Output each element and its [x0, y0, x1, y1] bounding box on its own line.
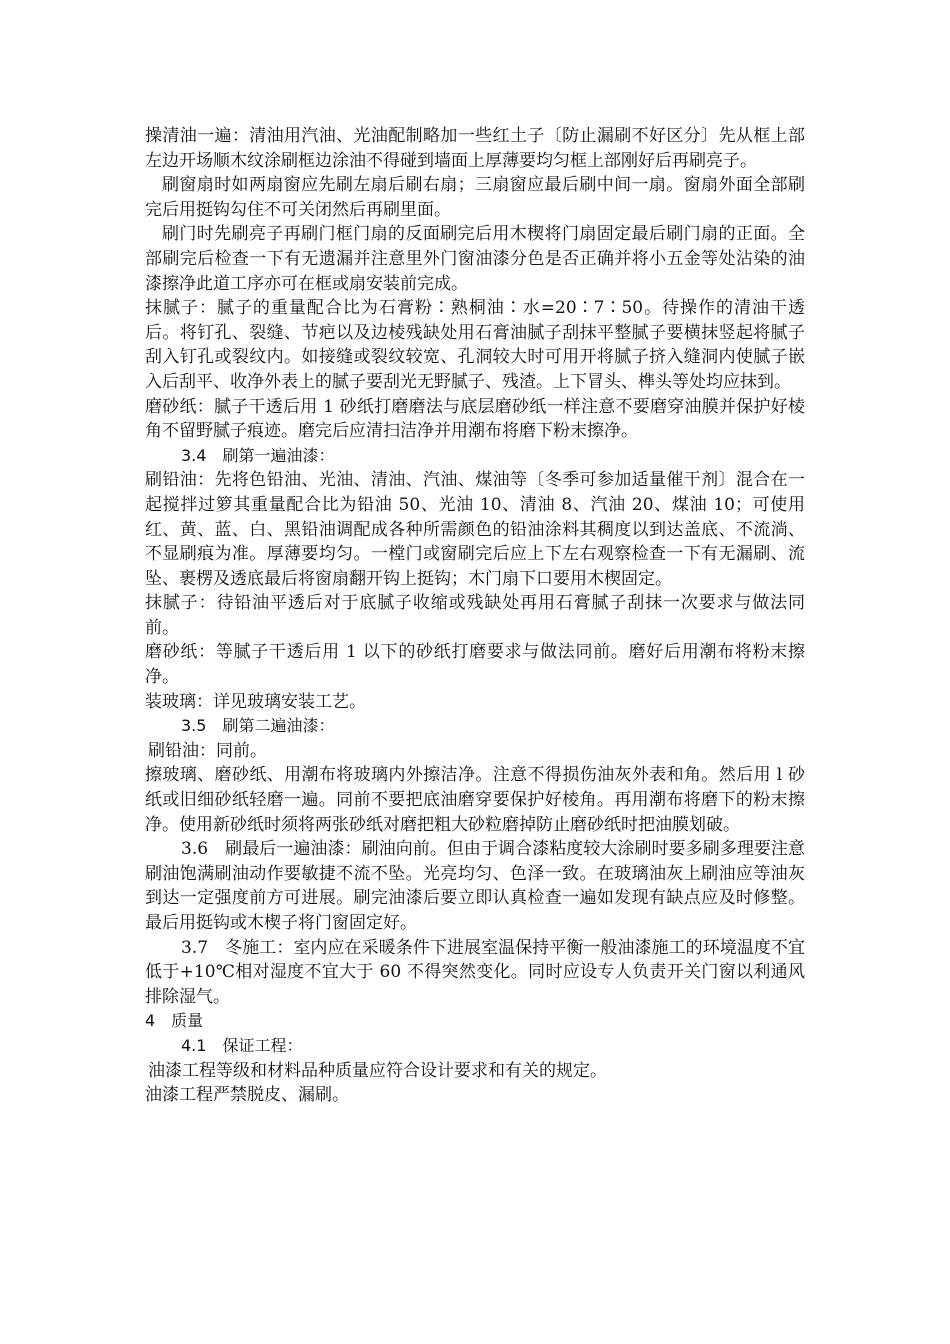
paragraph-clear-oil: 操清油一遍：清油用汽油、光油配制略加一些红土子〔防止漏刷不好区分〕先从框上部左边开场顺木纹涂刷框边涂油不得碰到墙面上厚薄要均匀框上部刚好后再刷亮子。	[145, 126, 805, 171]
section-heading-4-1: 4.1 保证工程：	[181, 1035, 303, 1055]
paragraph-window-sash: 刷窗扇时如两扇窗应先刷左扇后刷右扇；三扇窗应最后刷中间一扇。窗扇外面全部刷完后用挺钩勾住不可关闭然后再刷里面。	[145, 175, 805, 220]
paragraph-lead-oil-same: 刷铅油：同前。	[148, 740, 267, 761]
section-heading-3-4: 3.4 刷第一遍油漆：	[181, 445, 335, 465]
paragraph-lead-oil: 刷铅油：先将色铅油、光油、清油、汽油、煤油等〔冬季可参加适量催干剂〕混合在一起搅拌过箩其重量配合比为铅油 50、光油 10、清油 8、汽油 20、煤油 10；可使用红、黄、蓝、白、黑铅油调配成各种所需颜色的铅油涂料其稠度以到达盖底、不流淌、不显刷痕为准。厚薄要均匀。一樘门或窗刷完后应上下左右观察检查一下有无漏刷、流坠、裹楞及透底最后将窗扇翻开钩上挺钩；木门扇下口要用木楔固定。	[145, 470, 805, 589]
section-3-6-final-coat: 3.6 刷最后一遍油漆：刷油向前。但由于调合漆粘度较大涂刷时要多刷多理要注意刷油饱满刷油动作要敏捷不流不坠。光亮均匀、色泽一致。在玻璃油灰上刷油应等油灰到达一定强度前方可进展。刷完油漆后要立即认真检查一遍如发现有缺点应及时修整。最后用挺钩或木楔子将门窗固定好。	[145, 839, 805, 933]
paragraph-door-painting: 刷门时先刷亮子再刷门框门扇的反面刷完后用木楔将门扇固定最后刷门扇的正面。全部刷完后检查一下有无遗漏并注意里外门窗油漆分色是否正确并将小五金等处沾染的油漆擦净此道工序亦可在框或扇安装前完成。	[145, 224, 805, 294]
paragraph-sanding-first: 磨砂纸：腻子干透后用 1 砂纸打磨磨法与底层磨砂纸一样注意不要磨穿油膜并保护好棱角不留野腻子痕迹。磨完后应清扫洁净并用潮布将磨下粉末擦净。	[145, 396, 805, 442]
section-3-7-winter: 3.7 冬施工：室内应在采暖条件下进展室温保持平衡一般油漆施工的环境温度不宜低于+10℃相对湿度不宜大于 60 不得突然变化。同时应设专人负责开关门窗以利通风排除湿气。	[145, 937, 805, 1007]
paragraph-putty-first: 抹腻子：腻子的重量配合比为石膏粉∶熟桐油∶水=20∶7∶50。待操作的清油干透后。将钉孔、裂缝、节疤以及边棱残缺处用石膏油腻子刮抹平整腻子要横抹竖起将腻子刮入钉孔或裂纹内。如接缝或裂纹较宽、孔洞较大时可用开将腻子挤入缝洞内使腻子嵌入后刮平、收净外表上的腻子要刮光无野腻子、残渣。上下冒头、榫头等处均应抹到。	[145, 298, 805, 392]
section-heading-3-5: 3.5 刷第二遍油漆：	[181, 716, 335, 736]
paragraph-glass-install: 装玻璃：详见玻璃安装工艺。	[145, 691, 366, 712]
document-body	[145, 124, 805, 1108]
paragraph-putty-second: 抹腻子：待铅油平透后对于底腻子收缩或残缺处再用石膏腻子刮抹一次要求与做法同前。	[145, 593, 805, 638]
paragraph-quality-grade: 油漆工程等级和材料品种质量应符合设计要求和有关的规定。	[148, 1060, 607, 1081]
section-heading-4-quality: 4 质量	[145, 1011, 204, 1031]
paragraph-sanding-second: 磨砂纸：等腻子干透后用 1 以下的砂纸打磨要求与做法同前。磨好后用潮布将粉末擦净。	[145, 642, 805, 688]
paragraph-glass-cleaning: 擦玻璃、磨砂纸、用潮布将玻璃内外擦洁净。注意不得损伤油灰外表和角。然后用 l 砂纸或旧细砂纸轻磨一遍。同前不要把底油磨穿要保护好棱角。再用潮布将磨下的粉末擦净。使用新砂纸时须将两张砂纸对磨把粗大砂粒磨掉防止磨砂纸时把油膜划破。	[145, 765, 805, 835]
paragraph-no-peeling: 油漆工程严禁脱皮、漏刷。	[145, 1085, 349, 1106]
